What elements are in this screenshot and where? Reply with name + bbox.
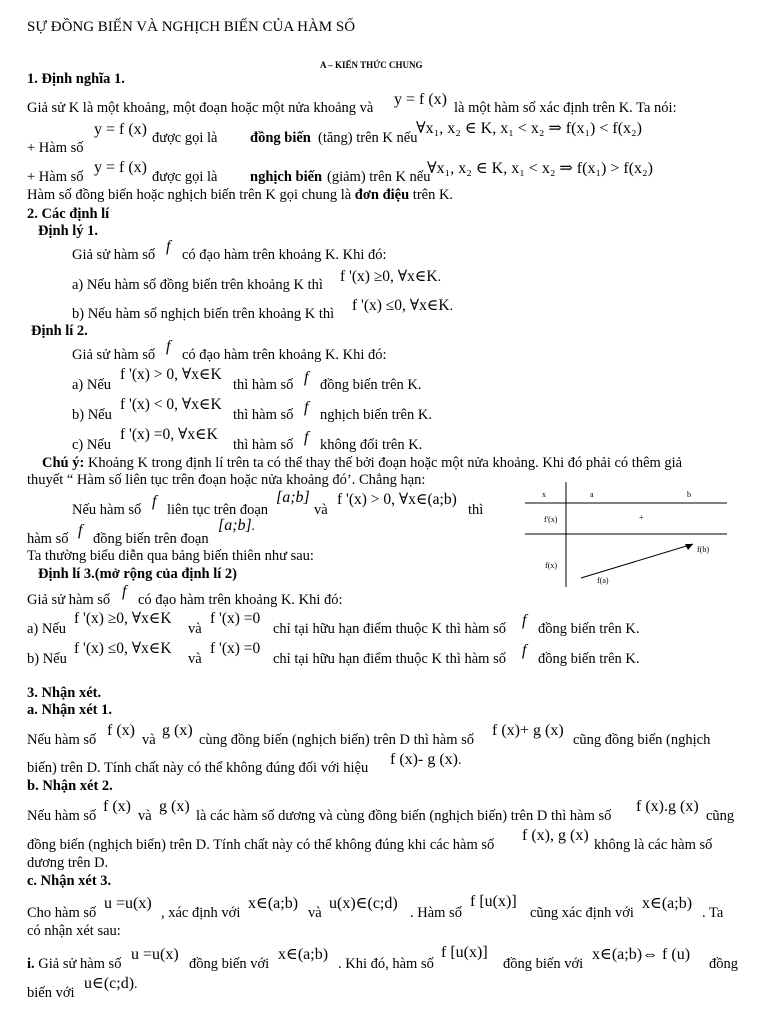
note-label: Chú ý: xyxy=(42,455,85,471)
thm2-a-f: f xyxy=(304,369,309,386)
thm3-b-post: đồng biến trên K. xyxy=(538,651,640,667)
thm1-a-text: a) Nếu hàm số đồng biến trên khoảng K thì xyxy=(72,277,323,293)
nx2-prod: f (x).g (x) xyxy=(636,798,699,815)
note-l4b: đồng biến trên đoạn xyxy=(93,531,209,547)
table-fa: f(a) xyxy=(597,576,609,585)
nx3-l2: có nhận xét sau: xyxy=(27,923,121,939)
note-l3d: thì xyxy=(468,502,484,518)
thm3-a-f: f xyxy=(522,612,527,629)
nx3-i-equiv: x∈(a;b)⇔ f (u) xyxy=(592,946,691,963)
thm2-a-post: đồng biến trên K. xyxy=(320,377,422,393)
nx3-post: . Ta xyxy=(702,905,724,921)
nx3-mid2: . Hàm số xyxy=(410,905,462,921)
def1-inc-text-a: được gọi là xyxy=(152,130,218,146)
thm2-b-f: f xyxy=(304,399,309,416)
nx3-i-post: đồng xyxy=(709,956,738,972)
note-l5: Ta thường biểu diễn qua bảng biến thiên như sau: xyxy=(27,548,314,564)
nx2-post: cũng xyxy=(706,808,735,824)
thm3-b-pre: b) Nếu xyxy=(27,651,67,667)
nx3-and: và xyxy=(308,905,322,921)
def1-inc-condition: ∀x₁, x₂ ∈ K, x₁ < x₂ ⇒ f(x₁) < f(x₂) xyxy=(416,120,642,137)
trailing-period: . xyxy=(449,299,454,314)
nx3-i-line xyxy=(27,955,121,973)
increasing-arrow xyxy=(581,544,693,578)
trailing-period: . xyxy=(457,753,462,768)
trailing-period: . xyxy=(437,270,442,285)
thm3-a-math: f '(x) ≥0, ∀x∈K xyxy=(74,610,172,627)
nx1-sum: f (x)+ g (x) xyxy=(492,722,564,739)
nx1-and: và xyxy=(142,732,156,748)
nx1-pre: Nếu hàm số xyxy=(27,732,97,748)
table-b: b xyxy=(687,490,691,499)
thm2-b-math: f '(x) < 0, ∀x∈K xyxy=(120,396,222,413)
def1-dec-condition: ∀x₁, x₂ ∈ K, x₁ < x₂ ⇒ f(x₁) > f(x₂) xyxy=(427,160,653,177)
thm2-l1a: Giả sử hàm số xyxy=(72,347,156,363)
def1-inc-fx: y = f (x) xyxy=(94,121,148,138)
thm2-c-math: f '(x) =0, ∀x∈K xyxy=(120,426,218,443)
trailing-period: . xyxy=(134,977,138,992)
sec2-heading: 2. Các định lí xyxy=(27,206,110,222)
note-l1: Khoảng K trong định lí trên ta có thể thay thế bởi đoạn hoặc một nửa khoảng. Khi đó phải có thêm giả xyxy=(87,455,683,471)
thm3-a-post: đồng biến trên K. xyxy=(538,621,640,637)
nx3-mid3: cũng xác định với xyxy=(530,905,634,921)
thm3-a-pre: a) Nếu xyxy=(27,621,67,637)
nx3-i-comp: f [u(x)] xyxy=(441,944,488,961)
nx1-fx: f (x) xyxy=(107,722,135,739)
def1-intro-b: là một hàm số xác định trên K. Ta nói: xyxy=(454,100,677,116)
thm2-c-mid: thì hàm số xyxy=(233,437,294,453)
nx2-l3: dương trên D. xyxy=(27,855,109,871)
def1-mono-text xyxy=(27,186,453,204)
def1-dec-prefix: + Hàm số xyxy=(27,169,84,185)
thm2-b-mid: thì hàm số xyxy=(233,407,294,423)
nx1-diff: f (x)- g (x). xyxy=(390,751,462,768)
thm1-b-math: f '(x) ≤0, ∀x∈K. xyxy=(352,297,454,314)
trailing-period: . xyxy=(251,519,256,534)
thm2-l1b: có đạo hàm trên khoảng K. Khi đó: xyxy=(182,347,387,363)
table-fx: f(x) xyxy=(545,561,557,570)
nx2-l2-math: f (x), g (x) xyxy=(522,827,589,844)
thm3-b-math: f '(x) ≤0, ∀x∈K xyxy=(74,640,172,657)
thm3-l1a: Giả sử hàm số xyxy=(27,592,111,608)
note-line-1 xyxy=(42,454,682,472)
def1-dec-fx: y = f (x) xyxy=(94,159,148,176)
thm3-heading: Định lí 3.(mở rộng của định lí 2) xyxy=(38,566,237,582)
def1-inc-bold: đồng biến xyxy=(250,130,311,146)
thm3-a-eq: f '(x) =0 xyxy=(210,610,261,627)
table-a: a xyxy=(590,490,594,499)
note-l4-f: f xyxy=(78,522,83,539)
nx2-fx: f (x) xyxy=(103,798,131,815)
variation-table-grid xyxy=(525,482,727,587)
section-a-heading: A – KIẾN THỨC CHUNG xyxy=(320,60,423,70)
def1-dec-bold: nghịch biến xyxy=(250,169,323,185)
nx3-dom: x∈(a;b) xyxy=(248,895,299,912)
thm3-b-f: f xyxy=(522,642,527,659)
arrow-head-icon xyxy=(685,544,693,550)
variation-table xyxy=(525,482,727,587)
nx2-heading: b. Nhận xét 2. xyxy=(27,778,113,794)
nx1-mid: cùng đồng biến (nghịch biến) trên D thì hàm số xyxy=(199,732,475,748)
nx3-u: u =u(x) xyxy=(104,895,152,912)
sec3-heading: 3. Nhận xét. xyxy=(27,685,102,701)
thm1-heading: Định lý 1. xyxy=(38,223,99,239)
thm3-a-and: và xyxy=(188,621,202,637)
table-fb: f(b) xyxy=(697,545,709,554)
thm3-b-mid: chỉ tại hữu hạn điểm thuộc K thì hàm số xyxy=(273,651,506,667)
def1-dec-text-b: (giảm) trên K nếu xyxy=(327,169,431,185)
thm1-f: f xyxy=(166,238,171,255)
note-l4a: hàm số xyxy=(27,531,69,547)
thm3-a-mid: chỉ tại hữu hạn điểm thuộc K thì hàm số xyxy=(273,621,506,637)
thm1-a-math: f '(x) ≥0, ∀x∈K. xyxy=(340,268,442,285)
note-l4-seg: [a;b]. xyxy=(218,517,256,534)
nx3-i-mid1: đồng biến với xyxy=(189,956,270,972)
thm2-c-f: f xyxy=(304,429,309,446)
nx3-mid1: , xác định với xyxy=(161,905,241,921)
def1-intro-a: Giả sử K là một khoảng, một đoạn hoặc một nửa khoảng và xyxy=(27,100,374,116)
note-l3c: và xyxy=(314,502,328,518)
def1-dec-text-a: được gọi là xyxy=(152,169,218,185)
note-l3-math: f '(x) > 0, ∀x∈(a;b) xyxy=(337,491,457,508)
note-l3-f: f xyxy=(152,493,157,510)
note-l3a: Nếu hàm số xyxy=(72,502,142,518)
def1-mono-b: trên K. xyxy=(412,187,454,203)
nx3-i-mid3: đồng biến với xyxy=(503,956,584,972)
def1-mono-a: Hàm số đồng biến hoặc nghịch biến trên K gọi chung là xyxy=(27,187,352,203)
nx1-post: cũng đồng biến (nghịch xyxy=(573,732,711,748)
def1-fx: y = f (x) xyxy=(394,91,448,108)
def1-heading: 1. Định nghĩa 1. xyxy=(27,71,125,87)
thm2-heading: Định lí 2. xyxy=(31,323,88,339)
table-fprime: f'(x) xyxy=(544,515,558,524)
nx1-gx: g (x) xyxy=(162,722,193,739)
nx2-gx: g (x) xyxy=(159,798,190,815)
nx2-l2b: không là các hàm số xyxy=(594,837,713,853)
thm1-b-text: b) Nếu hàm số nghịch biến trên khoảng K thì xyxy=(72,306,335,322)
thm2-b-pre: b) Nếu xyxy=(72,407,112,423)
thm2-a-mid: thì hàm số xyxy=(233,377,294,393)
def1-inc-prefix: + Hàm số xyxy=(27,140,84,156)
thm2-a-pre: a) Nếu xyxy=(72,377,112,393)
def1-inc-text-b: (tăng) trên K nếu xyxy=(318,130,418,146)
thm1-l1b: có đạo hàm trên khoảng K. Khi đó: xyxy=(182,247,387,263)
thm2-c-post: không đổi trên K. xyxy=(320,437,423,453)
nx3-range: u(x)∈(c;d) xyxy=(329,895,398,912)
thm3-f: f xyxy=(122,583,127,600)
table-plus: + xyxy=(639,513,644,522)
thm2-a-math: f '(x) > 0, ∀x∈K xyxy=(120,366,222,383)
note-l2: thuyết “ Hàm số liên tục trên đoạn hoặc nửa khoảng đó’. Chẳng hạn: xyxy=(27,472,426,488)
note-l3b: liên tục trên đoạn xyxy=(167,502,269,518)
nx3-heading: c. Nhận xét 3. xyxy=(27,873,112,889)
nx3-i-label: i. xyxy=(27,956,35,972)
nx3-i-pre: Giả sử hàm số xyxy=(38,956,122,972)
nx2-l2a: đồng biến (nghịch biến) trên D. Tính chất này có thể không đúng khi các hàm số xyxy=(27,837,495,853)
table-x: x xyxy=(542,490,546,499)
nx3-i-u: u =u(x) xyxy=(131,946,179,963)
thm2-b-post: nghịch biến trên K. xyxy=(320,407,432,423)
nx3-pre: Cho hàm số xyxy=(27,905,97,921)
nx3-i-dom: x∈(a;b) xyxy=(278,946,329,963)
nx3-i-l2-math: u∈(c;d). xyxy=(84,975,138,992)
nx2-mid: là các hàm số dương và cùng đồng biến (nghịch biến) trên D thì hàm số xyxy=(196,808,612,824)
nx2-and: và xyxy=(138,808,152,824)
nx3-dom2: x∈(a;b) xyxy=(642,895,693,912)
nx3-comp: f [u(x)] xyxy=(470,893,517,910)
nx2-pre: Nếu hàm số xyxy=(27,808,97,824)
thm2-f: f xyxy=(166,338,171,355)
page-title: SỰ ĐỒNG BIẾN VÀ NGHỊCH BIẾN CỦA HÀM SỐ xyxy=(27,19,356,35)
note-l3-seg: [a;b] xyxy=(276,489,310,506)
thm1-l1a: Giả sử hàm số xyxy=(72,247,156,263)
nx1-l2: biến) trên D. Tính chất này có thể không đúng đối với hiệu xyxy=(27,760,369,776)
nx3-i-mid2: . Khi đó, hàm số xyxy=(338,956,434,972)
def1-mono-bold: đơn điệu xyxy=(354,187,410,203)
nx3-i-l2a: biến với xyxy=(27,985,75,1001)
thm3-l1b: có đạo hàm trên khoảng K. Khi đó: xyxy=(138,592,343,608)
thm3-b-eq: f '(x) =0 xyxy=(210,640,261,657)
thm3-b-and: và xyxy=(188,651,202,667)
thm2-c-pre: c) Nếu xyxy=(72,437,112,453)
nx1-heading: a. Nhận xét 1. xyxy=(27,702,112,718)
